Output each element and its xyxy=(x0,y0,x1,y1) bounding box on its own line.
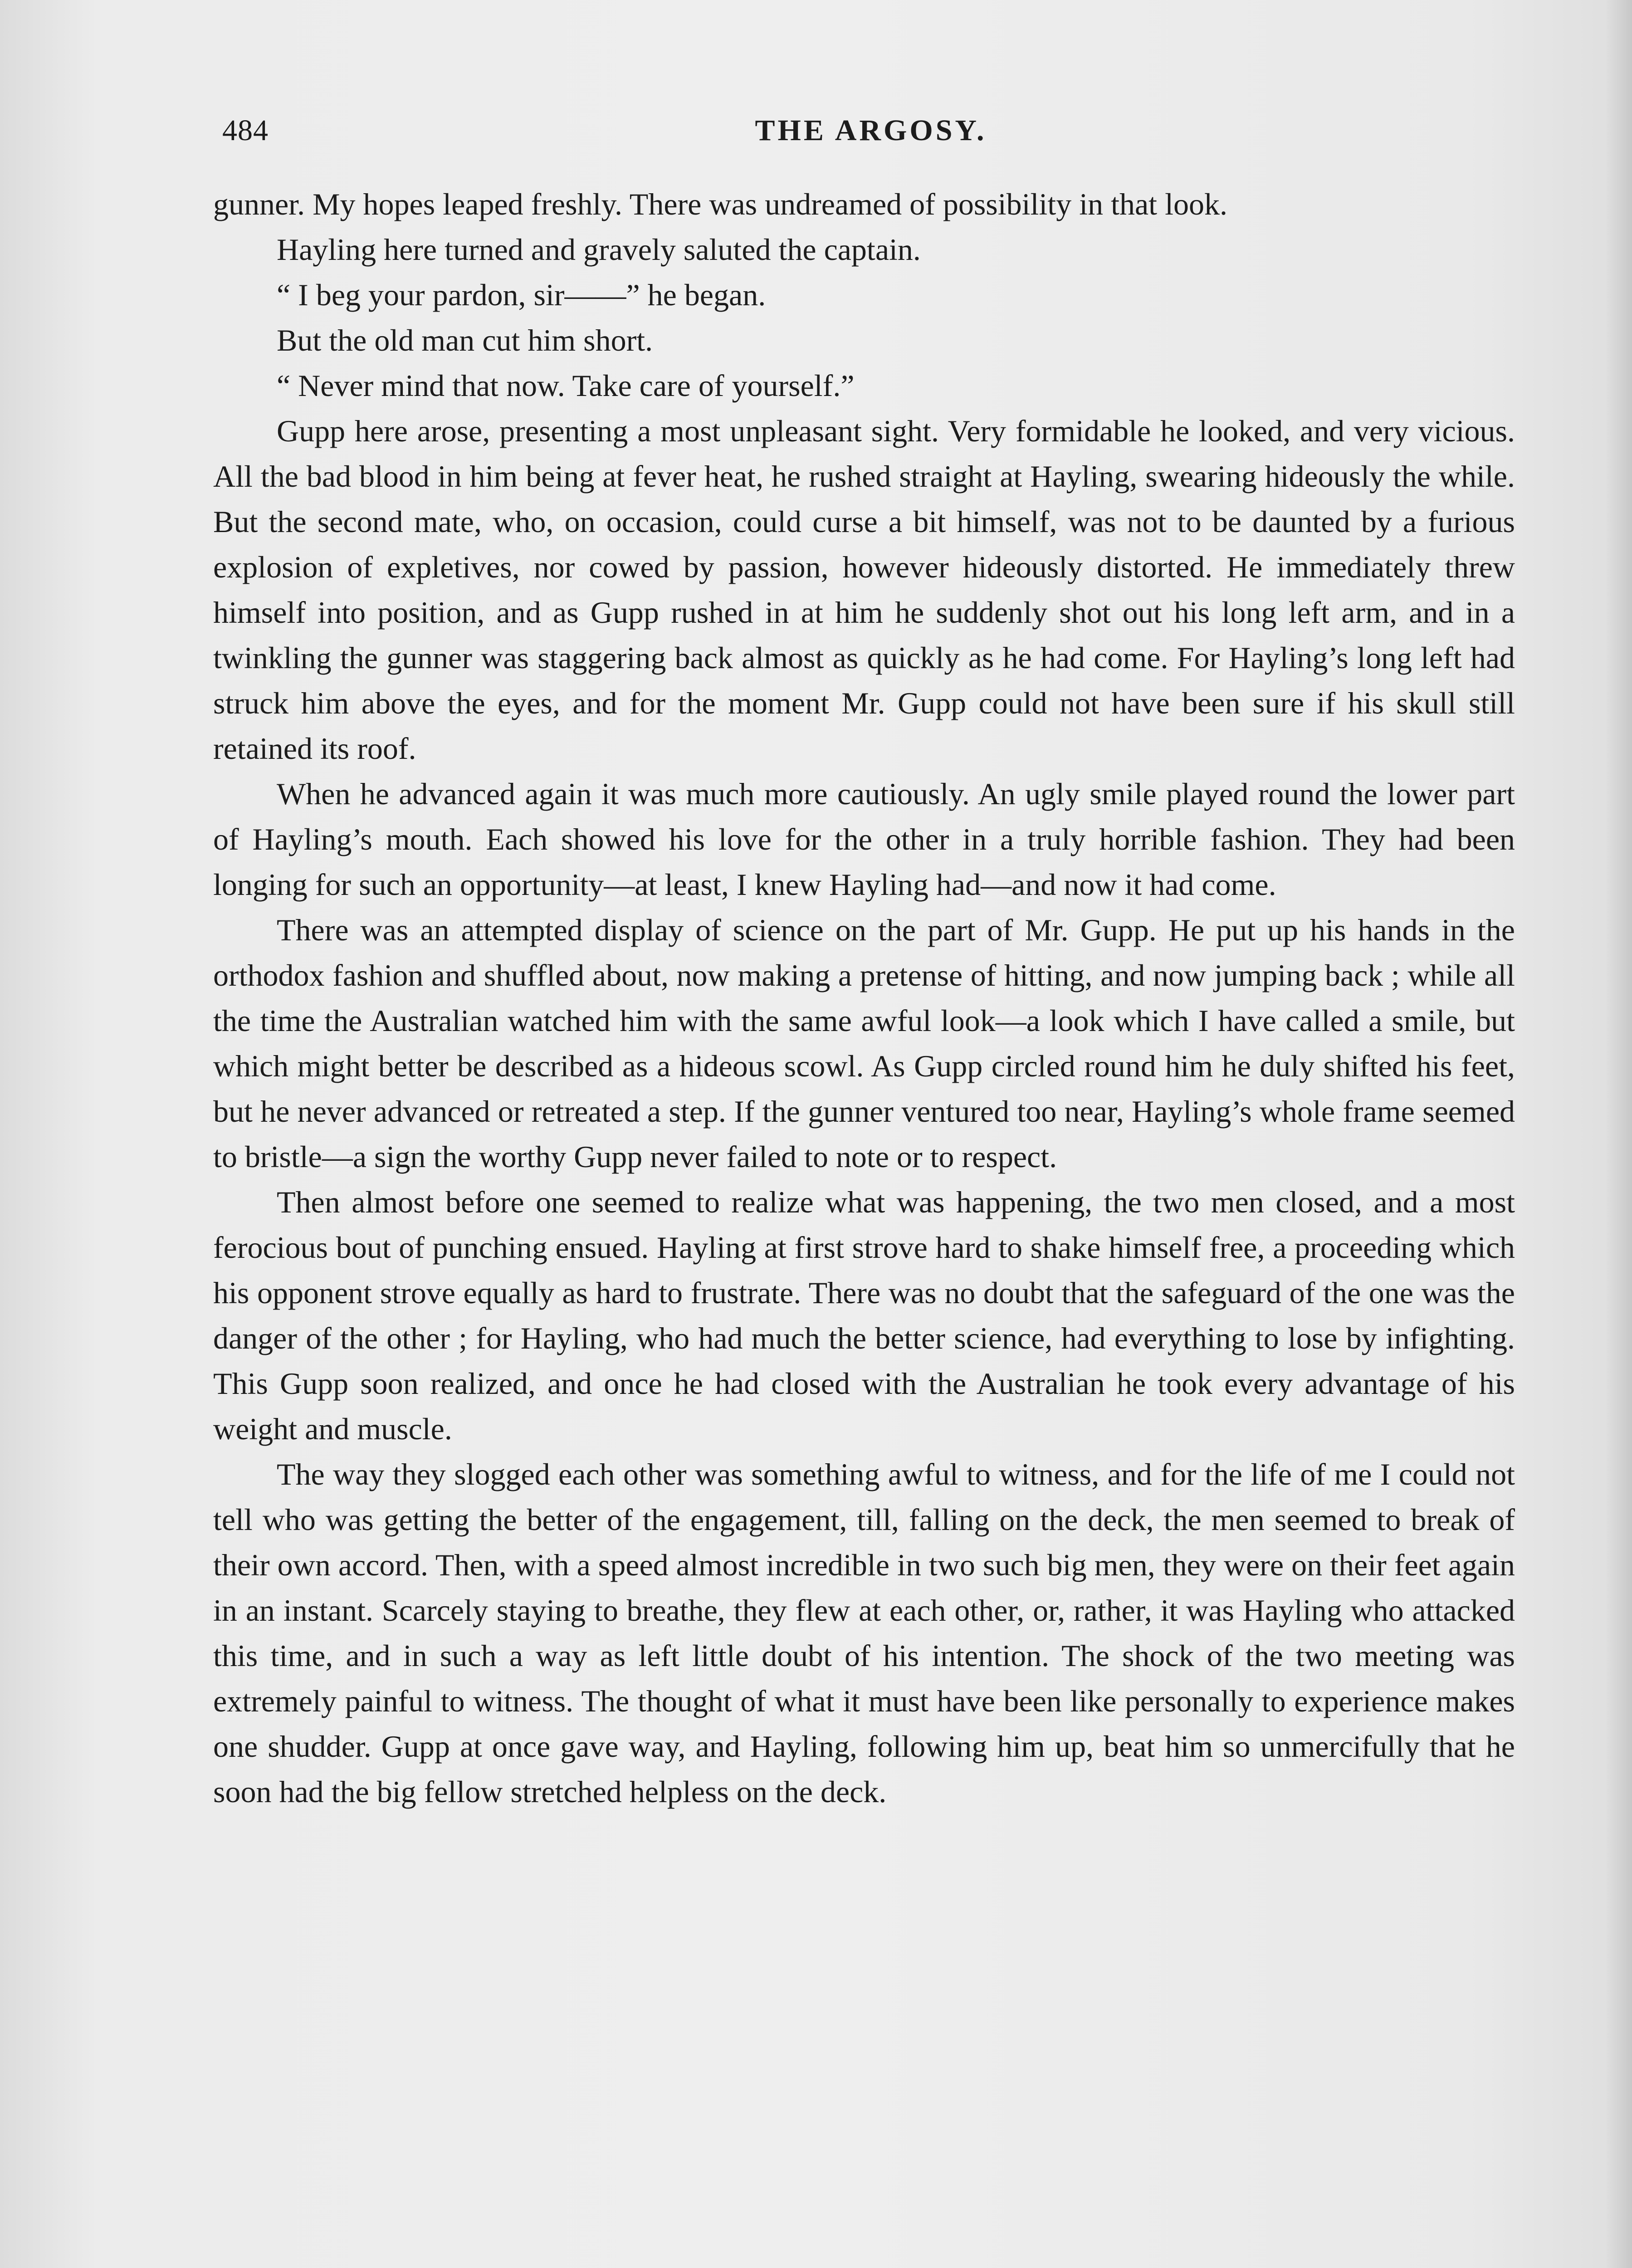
paragraph: Then almost before one seemed to realize what was happening, the two men closed, and a most ferocious bout of punching ensued. Hayling at first strove hard to shake himself free, a proceeding which his opponent strove equally as hard to frustrate. There was no doubt that the safeguard of the one was the danger of the other ; for Hayling, who had much the better science, had everything to lose by infighting. This Gupp soon realized, and once he had closed with the Australian he took every advantage of his weight and muscle. xyxy=(213,1185,1515,1446)
paragraph: gunner. My hopes leaped freshly. There was undreamed of possibility in that look. xyxy=(213,187,1227,221)
paragraph: “ I beg your pardon, sir——” he began. xyxy=(277,278,766,312)
body-text xyxy=(213,181,1515,1814)
paragraph: The way they slogged each other was something awful to witness, and for the life of me I could not tell who was getting the better of the engagement, till, falling on the deck, the men seemed to break of their own accord. Then, with a speed almost incredible in two such big men, they were on their feet again in an instant. Scarcely staying to breathe, they flew at each other, or, rather, it was Hayling who attacked this time, and in such a way as left little doubt of his intention. The shock of the two meeting was extremely painful to witness. The thought of what it must have been like personally to experience makes one shudder. Gupp at once gave way, and Hayling, following him up, beat him so unmercifully that he soon had the big fellow stretched helpless on the deck. xyxy=(213,1457,1515,1809)
paragraph: Hayling here turned and gravely saluted the captain. xyxy=(277,232,921,267)
paragraph: When he advanced again it was much more cautiously. An ugly smile played round the lower part of Hayling’s mouth. Each showed his love for the other in a truly horrible fashion. They had been longing for such an opportunity—at least, I knew Hayling had—and now it had come. xyxy=(213,777,1515,902)
paragraph: There was an attempted display of science on the part of Mr. Gupp. He put up his hands in the orthodox fashion and shuffled about, now making a pretense of hitting, and now jumping back ; while all the time the Australian watched him with the same awful look—a look which I have called a smile, but which might better be described as a hideous scowl. As Gupp circled round him he duly shifted his feet, but he never advanced or retreated a step. If the gunner ventured too near, Hayling’s whole frame seemed to bristle—a sign the worthy Gupp never failed to note or to respect. xyxy=(213,913,1515,1174)
paragraph: But the old man cut him short. xyxy=(277,323,653,357)
paragraph: “ Never mind that now. Take care of yourself.” xyxy=(277,368,855,403)
page-header xyxy=(222,109,1520,159)
paragraph: Gupp here arose, presenting a most unpleasant sight. Very formidable he looked, and very vicious. All the bad blood in him being at fever heat, he rushed straight at Hayling, swearing hideously the while. But the second mate, who, on occasion, could curse a bit himself, was not to be daunted by a furious explosion of expletives, nor cowed by passion, however hideously distorted. He immediately threw himself into position, and as Gupp rushed in at him he suddenly shot out his long left arm, and in a twinkling the gunner was staggering back almost as quickly as he had come. For Hayling’s long left had struck him above the eyes, and for the moment Mr. Gupp could not have been sure if his skull still retained its roof. xyxy=(213,414,1515,766)
running-title: THE ARGOSY. xyxy=(755,114,987,147)
page-edge-shadow xyxy=(1605,0,1632,2268)
page-number: 484 xyxy=(222,114,269,147)
